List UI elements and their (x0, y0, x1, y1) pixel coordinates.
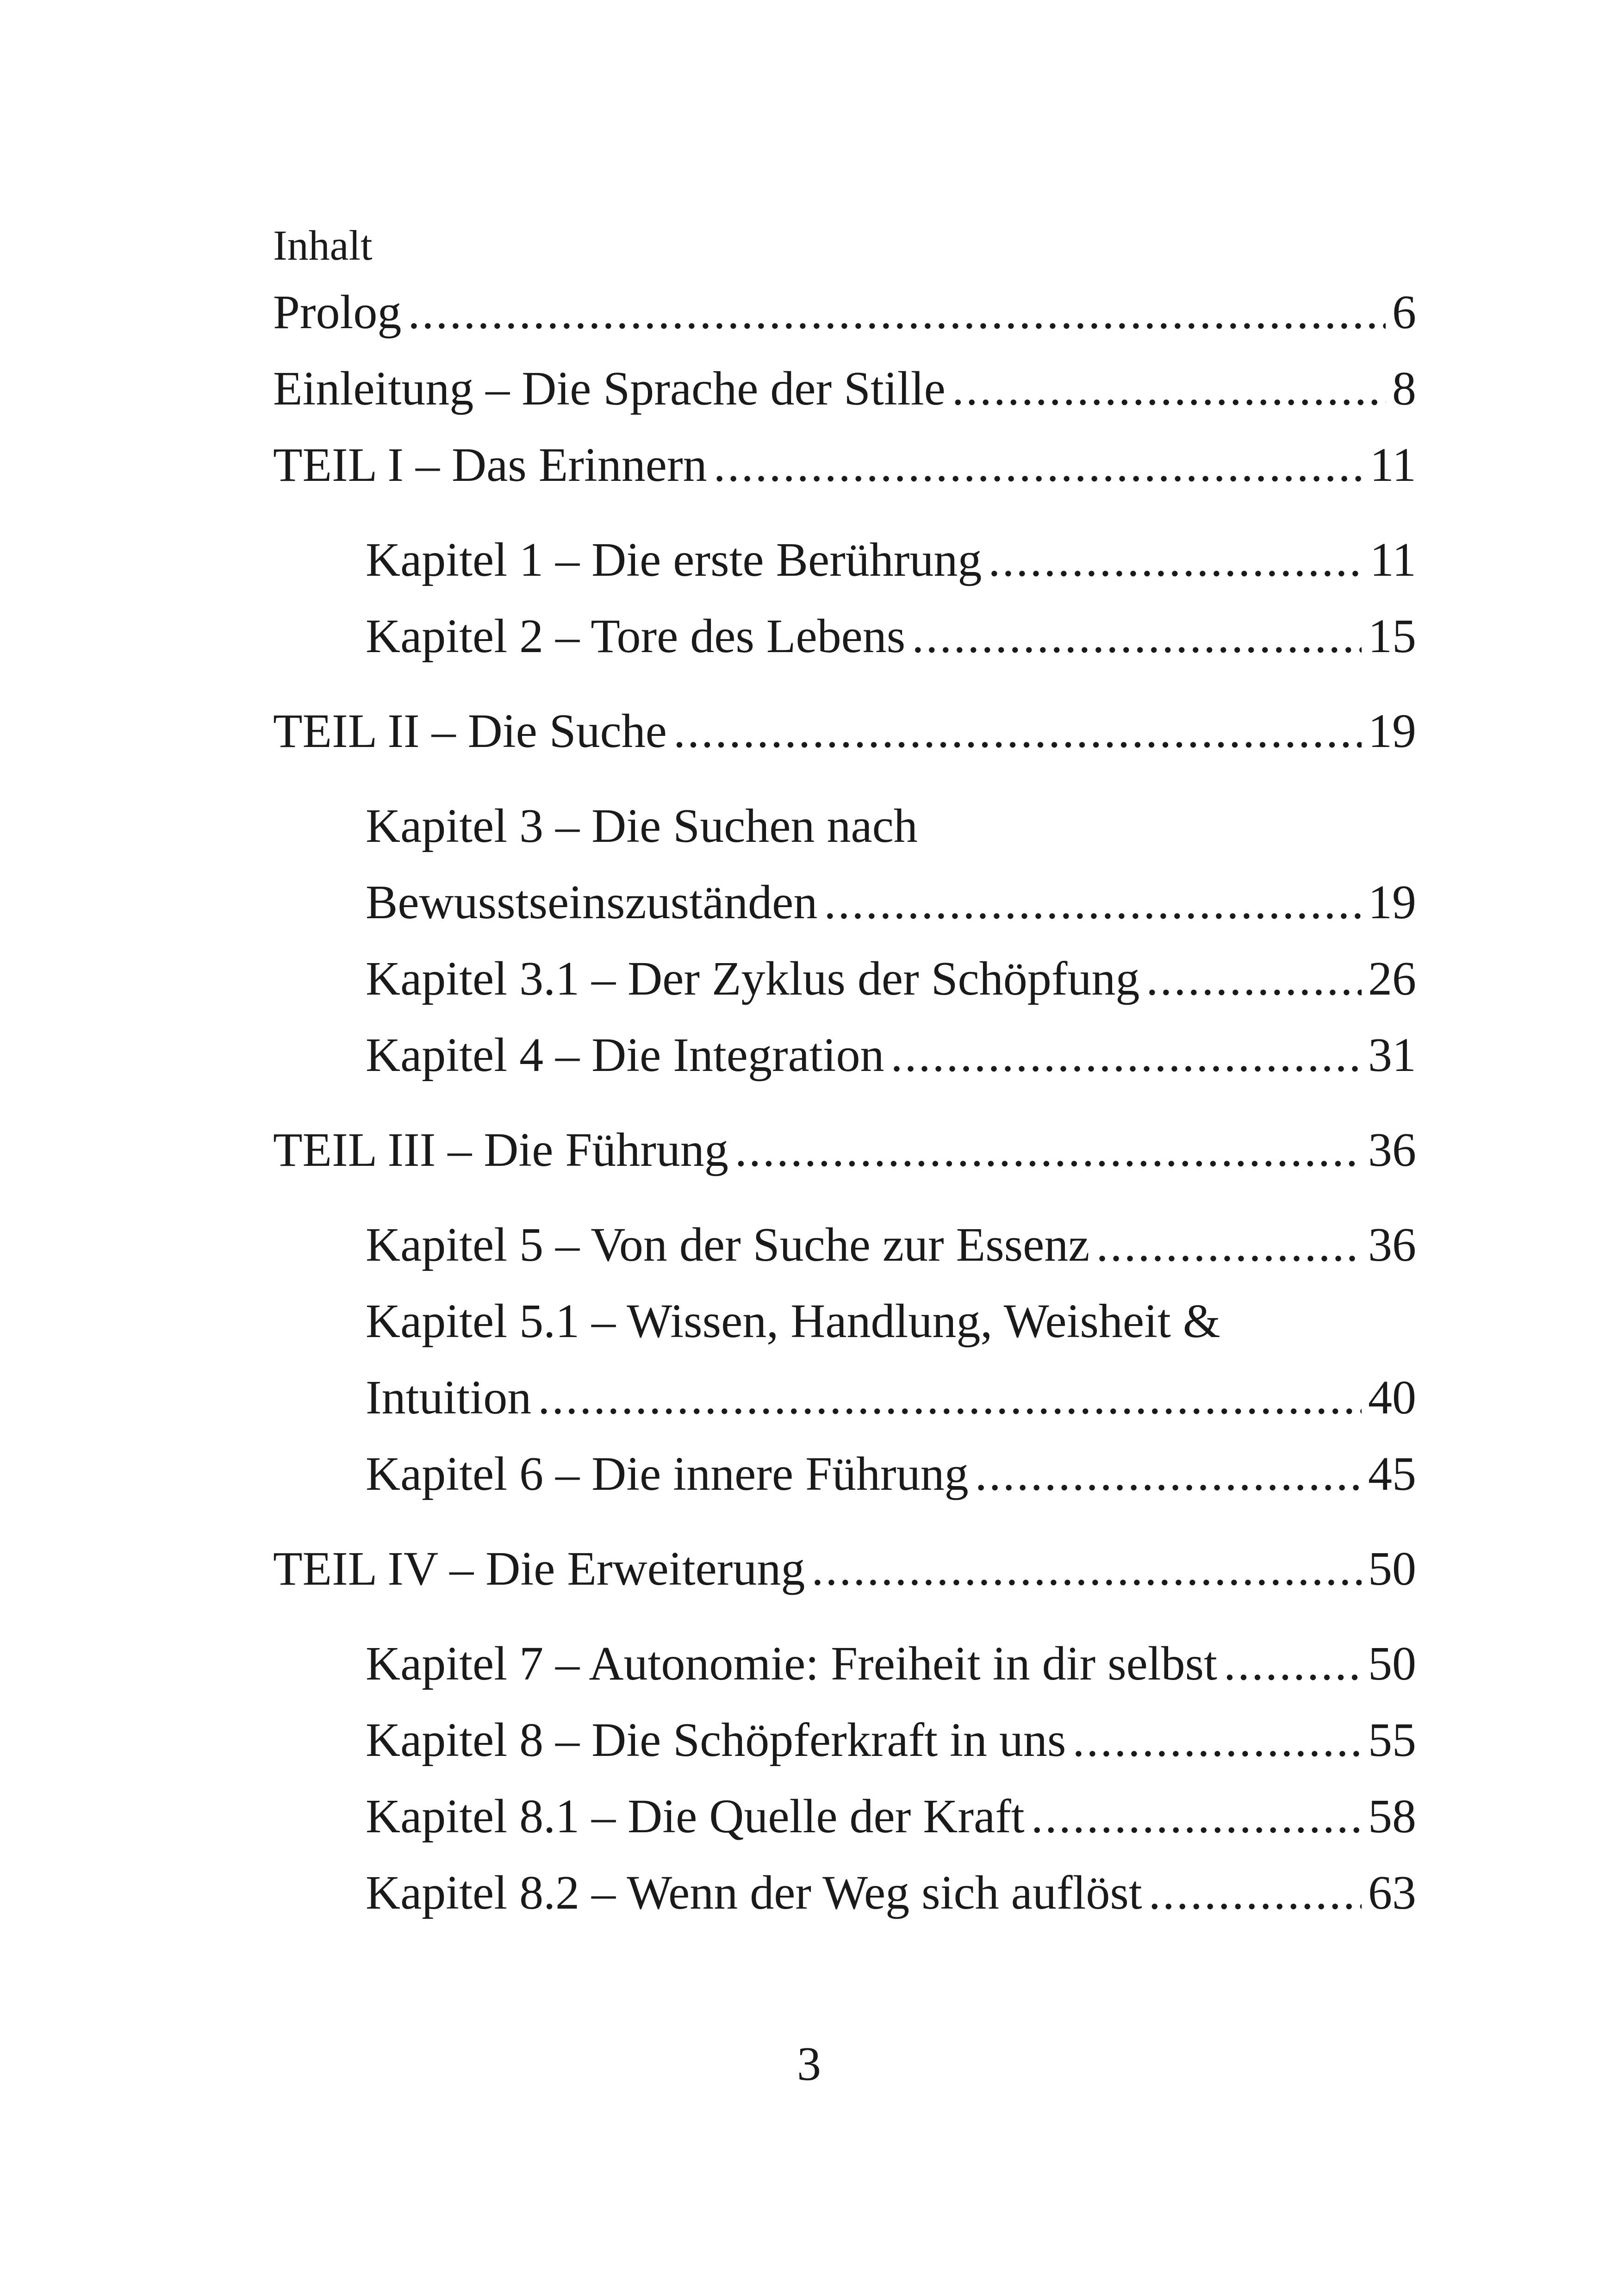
toc-dot-leader (1031, 1786, 1362, 1847)
toc-entry-title: Intuition (366, 1371, 532, 1424)
toc-entry-title: TEIL I – Das Erinnern (273, 438, 707, 492)
toc-entry-title: Kapitel 5 – Von der Suche zur Essenz (366, 1218, 1090, 1271)
toc-part-entry[interactable] (273, 1539, 1416, 1599)
toc-dot-leader (1072, 1710, 1362, 1770)
toc-part-entry[interactable] (273, 1120, 1416, 1180)
toc-entry-title: Kapitel 1 – Die erste Berührung (366, 533, 982, 586)
toc-dot-leader (912, 606, 1362, 666)
toc-chapter-entry[interactable] (273, 1291, 1416, 1351)
toc-entry-title: Bewusstseinszuständen (366, 876, 818, 929)
toc-entry-page-number: 55 (1368, 1713, 1416, 1767)
toc-entry-title: Kapitel 8.2 – Wenn der Weg sich auflöst (366, 1866, 1142, 1919)
toc-entry-title: Kapitel 7 – Autonomie: Freiheit in dir selbst (366, 1637, 1218, 1690)
toc-chapter-entry[interactable] (273, 1634, 1416, 1694)
toc-entry-title: Kapitel 8 – Die Schöpferkraft in uns (366, 1713, 1066, 1767)
toc-chapter-entry[interactable] (273, 1215, 1416, 1275)
toc-dot-leader (538, 1368, 1362, 1428)
toc-entry-page-number: 31 (1368, 1028, 1416, 1082)
toc-dot-leader (1096, 1215, 1362, 1275)
toc-entry-title: TEIL II – Die Suche (273, 704, 667, 758)
toc-entry-page-number: 19 (1368, 704, 1416, 758)
toc-entry-title: Kapitel 5.1 – Wissen, Handlung, Weisheit & (366, 1294, 1220, 1348)
toc-entry-title: Kapitel 8.1 – Die Quelle der Kraft (366, 1790, 1025, 1843)
toc-entry-page-number: 26 (1368, 952, 1416, 1005)
toc-chapter-entry[interactable] (273, 949, 1416, 1009)
toc-chapter-entry[interactable] (273, 796, 1416, 856)
toc-entry-page-number: 58 (1368, 1790, 1416, 1843)
toc-entry-page-number: 11 (1369, 533, 1416, 586)
toc-chapter-entry[interactable] (273, 606, 1416, 666)
toc-dot-leader (824, 872, 1362, 933)
toc-dot-leader (735, 1120, 1362, 1180)
toc-entry-title: TEIL III – Die Führung (273, 1123, 728, 1176)
toc-entry-title: Kapitel 3.1 – Der Zyklus der Schöpfung (366, 952, 1140, 1005)
toc-entry-page-number: 45 (1368, 1447, 1416, 1500)
toc-chapter-entry[interactable] (273, 1025, 1416, 1085)
toc-chapter-entry[interactable] (273, 530, 1416, 590)
toc-entry-title: Kapitel 4 – Die Integration (366, 1028, 884, 1082)
toc-heading: Inhalt (273, 222, 373, 269)
toc-entry-title: Prolog (273, 286, 402, 339)
toc-entry-title: Kapitel 6 – Die innere Führung (366, 1447, 969, 1500)
toc-entry-page-number: 15 (1368, 610, 1416, 663)
toc-entry-title: TEIL IV – Die Erweiterung (273, 1542, 805, 1595)
toc-dot-leader (811, 1539, 1362, 1599)
toc-part-entry[interactable] (273, 282, 1416, 342)
toc-entry-page-number: 63 (1368, 1866, 1416, 1919)
toc-part-entry[interactable] (273, 701, 1416, 761)
toc-chapter-entry[interactable] (273, 1444, 1416, 1504)
toc-entry-page-number: 36 (1368, 1218, 1416, 1271)
toc-entry-page-number: 36 (1368, 1123, 1416, 1176)
toc-dot-leader (988, 530, 1363, 590)
toc-entry-page-number: 6 (1392, 286, 1416, 339)
toc-entry-page-number: 11 (1369, 438, 1416, 492)
toc-entry-page-number: 40 (1368, 1371, 1416, 1424)
toc-chapter-entry[interactable] (273, 1710, 1416, 1770)
toc-entry-page-number: 50 (1368, 1542, 1416, 1595)
toc-chapter-entry[interactable] (273, 872, 1416, 933)
toc-chapter-entry[interactable] (273, 1368, 1416, 1428)
toc-entry-title: Einleitung – Die Sprache der Stille (273, 362, 946, 415)
toc-entry-page-number: 8 (1392, 362, 1416, 415)
toc-dot-leader (891, 1025, 1362, 1085)
toc-dot-leader (1224, 1634, 1362, 1694)
toc-part-entry[interactable] (273, 435, 1416, 495)
toc-entry-title: Kapitel 2 – Tore des Lebens (366, 610, 906, 663)
toc-chapter-entry[interactable] (273, 1863, 1416, 1923)
toc-dot-leader (975, 1444, 1362, 1504)
toc-dot-leader (1146, 949, 1362, 1009)
toc-dot-leader (952, 359, 1386, 419)
toc-part-entry[interactable] (273, 359, 1416, 419)
toc-dot-leader (408, 282, 1386, 342)
toc-entry-title: Kapitel 3 – Die Suchen nach (366, 799, 918, 852)
page-number: 3 (797, 2037, 821, 2091)
toc-dot-leader (1149, 1863, 1362, 1923)
toc-entry-page-number: 19 (1368, 876, 1416, 929)
toc-dot-leader (673, 701, 1362, 761)
toc-entry-page-number: 50 (1368, 1637, 1416, 1690)
toc-chapter-entry[interactable] (273, 1786, 1416, 1847)
toc-dot-leader (714, 435, 1363, 495)
